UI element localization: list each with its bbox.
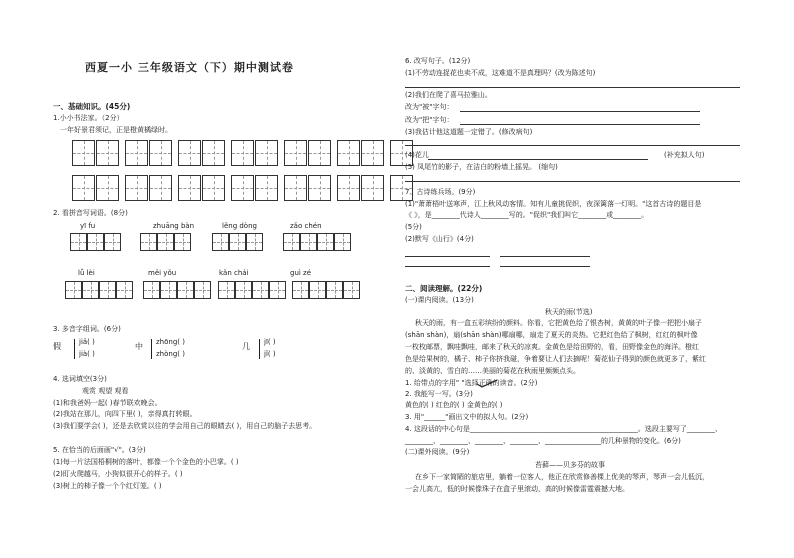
writing-grid-row-1: [72, 140, 419, 166]
reading-q1: 1. 给带点的字用" "选择正确的读音。(2分): [405, 379, 538, 387]
polyphone-char: 假: [53, 342, 61, 351]
section-basic-knowledge: 一、基础知识。(45分): [53, 102, 131, 111]
passage-line: 一枚枚邮票，飘哇飘哇，邮来了秋天的凉爽。金黄色是给田野的，看，田野像金色的海洋。橙红: [405, 343, 699, 351]
writing-cell[interactable]: [96, 140, 119, 166]
check-item[interactable]: (1)每一片法国梧桐树的落叶，都像一个个金色的小巴掌。( ): [53, 458, 239, 466]
passage-line: 秋天的雨，有一盒五彩缤纷的颜料。你看，它把黄色给了银杏树，黄黄的叶子像一把把小扇子: [415, 319, 702, 327]
reading-part-2-label: (二)课外阅读。(9分): [405, 448, 470, 456]
writing-cell[interactable]: [246, 233, 263, 251]
poem-question: (1)"萧萧梧叶送寒声，江上秋风动客情。知有儿童挑促织，夜深篱落一灯明。"这首古诗的题目是: [405, 200, 702, 208]
rewrite-prompt: (4)花儿: [405, 151, 429, 159]
pinyin-grid: [292, 281, 360, 299]
writing-cell[interactable]: [255, 175, 278, 201]
answer-line[interactable]: [405, 266, 490, 267]
polyphone-answer[interactable]: zhòng( ): [156, 350, 185, 358]
polyphone-char: 中: [135, 342, 143, 351]
word-choices: 观赏 观望 观看: [82, 387, 129, 395]
passage-title: 苔藓——贝多芬的故事: [535, 461, 605, 469]
writing-cell[interactable]: [343, 281, 360, 299]
writing-cell[interactable]: [194, 281, 211, 299]
reading-q3: 3. 用"______"画出文中的拟人句。(2分): [405, 413, 529, 421]
writing-cell[interactable]: [231, 175, 254, 201]
answer-line[interactable]: [428, 159, 648, 160]
passage-line: (shān shàn)，扇(shān shàn)哪扇哪，扇走了夏天的炎热。它把红色给了枫树，红红的枫叶像: [405, 331, 698, 339]
pinyin-label: guì zé: [290, 269, 312, 277]
answer-line[interactable]: [405, 181, 740, 182]
brace: [151, 339, 155, 359]
writing-cell[interactable]: [149, 175, 172, 201]
answer-line[interactable]: [405, 145, 740, 146]
writing-cell[interactable]: [337, 140, 360, 166]
check-item[interactable]: (2)盯火爬越马，小狗似很开心的样子。( ): [53, 470, 183, 478]
writing-cell[interactable]: [361, 175, 384, 201]
fill-blank-item[interactable]: (1)和我爸妈一起( )春节联欢晚会。: [53, 399, 162, 407]
rewrite-prompt: (2)我们在爬了喜马拉雅山。: [405, 91, 492, 99]
polyphone-answer[interactable]: zhōng( ): [156, 338, 185, 346]
writing-cell[interactable]: [202, 140, 225, 166]
pinyin-label: měi yǒu: [148, 269, 177, 277]
writing-cell[interactable]: [72, 175, 95, 201]
pinyin-grid: [65, 281, 133, 299]
check-item[interactable]: (3)树上的柿子像一个个红灯笼。( ): [53, 482, 162, 490]
fill-blank-item[interactable]: (3)我们要学会( )，还是去欣赏以往的学会用自己的眼睛去( )，用自己的脑子去思考。: [53, 422, 317, 430]
writing-grid-row-2: [72, 175, 419, 201]
writing-cell[interactable]: [334, 233, 351, 251]
pinyin-label: kǎn chái: [219, 269, 249, 277]
writing-cell[interactable]: [283, 233, 300, 251]
writing-cell[interactable]: [212, 233, 229, 251]
writing-cell[interactable]: [82, 281, 99, 299]
writing-cell[interactable]: [300, 233, 317, 251]
fill-blank-item[interactable]: (2)我站在那儿，向四下里( )，亲得真打转眼。: [53, 410, 197, 418]
pinyin-grid: [283, 233, 351, 251]
writing-cell[interactable]: [178, 175, 201, 201]
rewrite-hint: (补充拟人句): [664, 151, 705, 159]
writing-cell[interactable]: [125, 175, 148, 201]
section-reading: 二、阅读理解。(22分): [405, 284, 483, 293]
writing-cell[interactable]: [174, 233, 191, 251]
writing-cell[interactable]: [292, 281, 309, 299]
writing-cell[interactable]: [326, 281, 343, 299]
writing-cell[interactable]: [255, 140, 278, 166]
writing-cell[interactable]: [284, 140, 307, 166]
rewrite-prompt: (3)我估计他这道题一定错了。(修改病句): [405, 128, 533, 136]
question-1-label: 1.小小书法家。（2分）: [53, 114, 124, 122]
writing-cell[interactable]: [218, 281, 235, 299]
writing-cell[interactable]: [160, 281, 177, 299]
brace: [259, 339, 263, 359]
passage-line: 色是给果树的，橘子、柿子你挤我碰，争着要让人们去摘呢！菊花仙子得到的颜色就更多了，紫红: [405, 355, 706, 363]
reading-q2: 2. 我能写一写。(3分): [405, 390, 473, 398]
writing-cell[interactable]: [252, 281, 269, 299]
passage-title: 秋天的雨(节选): [545, 308, 593, 316]
question-3-label: 3. 多音字组词。(6分): [53, 325, 121, 333]
pinyin-label: zǎo chén: [290, 222, 322, 230]
page-title: 西夏一小 三年级语文（下）期中测试卷: [85, 61, 294, 74]
polyphone-char: 几: [242, 342, 250, 351]
question-4-label: 4. 选词填空(3分): [53, 375, 107, 383]
pinyin-label: lěng dòng: [222, 222, 257, 230]
question-1-text: 一年好景君须记，正是橙黄橘绿时。: [60, 126, 172, 134]
writing-cell[interactable]: [140, 233, 157, 251]
writing-cell[interactable]: [229, 233, 246, 251]
polyphone-answer[interactable]: jià( ): [79, 350, 95, 358]
pinyin-label: zhuāng bàn: [153, 222, 195, 230]
writing-cell[interactable]: [70, 233, 87, 251]
rewrite-prompt: (1)不劳动连捉花也卖不成，这难道不是真理吗？(改为陈述句): [405, 69, 596, 77]
passage-line: 一会儿高亢，低的时候像珠子在盒子里滚动，高的时候像雷霆震撼大地。: [405, 485, 629, 493]
passage-line: 在乡下一家简陋的旅店里，躺着一位客人，他正在欣赏修善棵上优美的琴声，琴声一会儿低沉，: [415, 473, 709, 481]
writing-cell[interactable]: [284, 175, 307, 201]
rewrite-prompt: 改为"被"字句：: [405, 103, 454, 111]
writing-cell[interactable]: [65, 281, 82, 299]
writing-cell[interactable]: [157, 233, 174, 251]
checkmark-icon: [476, 379, 498, 388]
writing-cell[interactable]: [337, 175, 360, 201]
writing-cell[interactable]: [308, 175, 331, 201]
poem-recite-label: (2)默写《山行》(4分): [405, 235, 474, 243]
answer-line[interactable]: [500, 266, 590, 267]
rewrite-prompt: (5) 凤尾竹的影子，在洁白的粉墙上摇晃。 (缩句): [405, 163, 558, 171]
answer-line[interactable]: [405, 87, 740, 88]
poem-question-blanks[interactable]: 《 》，是________代诗人________写的。"促织"我们叫它________或________。: [405, 211, 649, 219]
polyphone-answer[interactable]: jǐ( ): [264, 350, 276, 358]
pinyin-grid: [143, 281, 211, 299]
writing-cell[interactable]: [125, 140, 148, 166]
question-7-label: 7、古诗练兵场。(9分): [405, 188, 476, 196]
reading-part-1-label: (一)课内阅读。(13分): [405, 296, 474, 304]
polyphone-answer[interactable]: jiǎ( ): [79, 338, 95, 346]
passage-line: 的、淡黄的、雪白的……美丽的菊花在秋雨里频频点头。: [405, 367, 580, 375]
reading-q2-blanks[interactable]: 黄色的( ) 红色的( ) 金黄色的( ): [405, 401, 503, 409]
writing-cell[interactable]: [87, 233, 104, 251]
pinyin-label: yī fu: [80, 222, 96, 230]
pinyin-label: lǚ lèi: [78, 269, 95, 277]
writing-cell[interactable]: [96, 175, 119, 201]
reading-q4-blanks[interactable]: ________、________、________、________、________________的几种景物的变化。(6分): [405, 437, 681, 445]
pinyin-grid: [140, 233, 191, 251]
writing-cell[interactable]: [309, 281, 326, 299]
writing-cell[interactable]: [116, 281, 133, 299]
answer-line[interactable]: [460, 111, 700, 112]
writing-cell[interactable]: [149, 140, 172, 166]
writing-cell[interactable]: [231, 140, 254, 166]
brace: [74, 339, 78, 359]
answer-line[interactable]: [460, 124, 700, 125]
writing-cell[interactable]: [235, 281, 252, 299]
question-6-label: 6. 改写句子。(12分): [405, 57, 471, 65]
answer-line[interactable]: [405, 256, 490, 257]
poem-score: (5分): [405, 223, 422, 231]
rewrite-prompt: 改为"把"字句：: [405, 116, 454, 124]
writing-cell[interactable]: [178, 140, 201, 166]
question-2-label: 2. 看拼音写词语。(8分): [53, 209, 128, 217]
writing-cell[interactable]: [269, 281, 286, 299]
writing-cell[interactable]: [99, 281, 116, 299]
writing-cell[interactable]: [361, 140, 384, 166]
writing-cell[interactable]: [317, 233, 334, 251]
writing-cell[interactable]: [308, 140, 331, 166]
writing-cell[interactable]: [72, 140, 95, 166]
question-5-label: 5. 在恰当的后面画"√"。(3分): [53, 446, 146, 454]
pinyin-grid: [218, 281, 286, 299]
pinyin-grid: [70, 233, 121, 251]
writing-cell[interactable]: [202, 175, 225, 201]
writing-cell[interactable]: [177, 281, 194, 299]
pinyin-grid: [212, 233, 263, 251]
polyphone-answer[interactable]: jī( ): [264, 338, 276, 346]
writing-cell[interactable]: [104, 233, 121, 251]
writing-cell[interactable]: [143, 281, 160, 299]
answer-line[interactable]: [500, 256, 590, 257]
reading-q4[interactable]: 4. 这段话的中心句是________________________________________________。选段主要写了________、: [405, 425, 722, 433]
